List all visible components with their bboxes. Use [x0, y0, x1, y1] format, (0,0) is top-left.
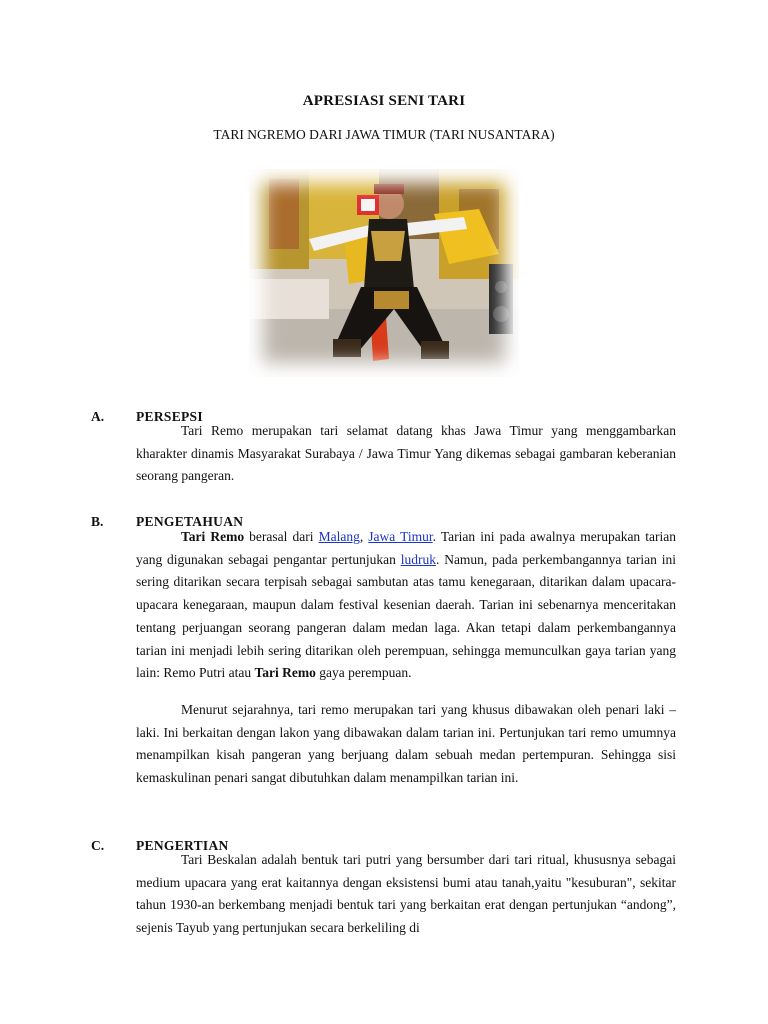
text-span: berasal dari	[244, 529, 319, 544]
text-span: . Namun, pada perkembangannya tarian ini sering ditarikan secara terpisah sebagai sambutan atas tamu kenegaraan, ditarikan dalam upacara-upacara kenegaraan, maupun dalam festival kesenian daerah. Tarian ini sebenarnya menceritakan tentang perjuangan seorang pangeran dalam medan laga. Akan tetapi dalam perkembangannya tarian ini menjadi lebih sering ditarikan oleh perempuan, sehingga memunculkan gaya tarian yang lain: Remo Putri atau	[136, 551, 676, 681]
link-malang[interactable]: Malang	[318, 529, 360, 544]
text-span: gaya perempuan.	[315, 665, 412, 681]
section-b-paragraph-1	[136, 526, 676, 685]
section-a-heading: PERSEPSI	[136, 409, 203, 424]
text-span: ,	[359, 529, 369, 544]
tari-remo-bold: Tari Remo	[254, 665, 316, 681]
section-b-heading: PENGETAHUAN	[136, 514, 244, 529]
section-b-letter: B.	[91, 514, 104, 529]
link-jawa-timur[interactable]: Jawa Timur	[368, 529, 433, 544]
link-ludruk[interactable]: ludruk	[400, 551, 436, 567]
section-b-paragraph-2: Menurut sejarahnya, tari remo merupakan tari yang khusus dibawakan oleh penari laki – laki. Ini berkaitan dengan lakon yang dibawakan dalam tarian ini. Pertunjukan tari remo umumnya menampilkan kisah pangeran yang berjuang dalam sebuah medan pertempuran. Sehingga sisi kemaskulinan penari sangat dibutuhkan dalam menampilkan tarian ini.	[136, 702, 676, 786]
tari-remo-bold: Tari Remo	[181, 529, 245, 544]
page-title: APRESIASI SENI TARI	[302, 93, 466, 109]
text-span: . Tarian ini pada awalnya merupakan tarian yang digunakan sebagai pengantar pertunjukan	[136, 529, 677, 567]
dancer-photo	[249, 169, 519, 377]
section-a-paragraph: Tari Remo merupakan tari selamat datang khas Jawa Timur yang menggambarkan kharakter dinamis Masyarakat Surabaya / Jawa Timur Yang dikemas sebagai gambaran keberanian seorang pangeran.	[136, 423, 676, 484]
section-c-heading: PENGERTIAN	[136, 838, 229, 853]
page-subtitle: TARI NGREMO DARI JAWA TIMUR (TARI NUSANTARA)	[213, 127, 555, 142]
section-c-letter: C.	[91, 838, 105, 853]
section-c-paragraph: Tari Beskalan adalah bentuk tari putri yang bersumber dari tari ritual, khususnya sebagai medium upacara yang erat kaitannya dengan eksistensi bumi atau tanah,yaitu "kesuburan", sekitar tahun 1930-an berkembang menjadi bentuk tari yang berkaitan erat dengan pertunjukan “andong”, sejenis Tayub yang pertunjukan secara berkeliling di	[136, 852, 676, 936]
section-a-letter: A.	[91, 409, 105, 424]
